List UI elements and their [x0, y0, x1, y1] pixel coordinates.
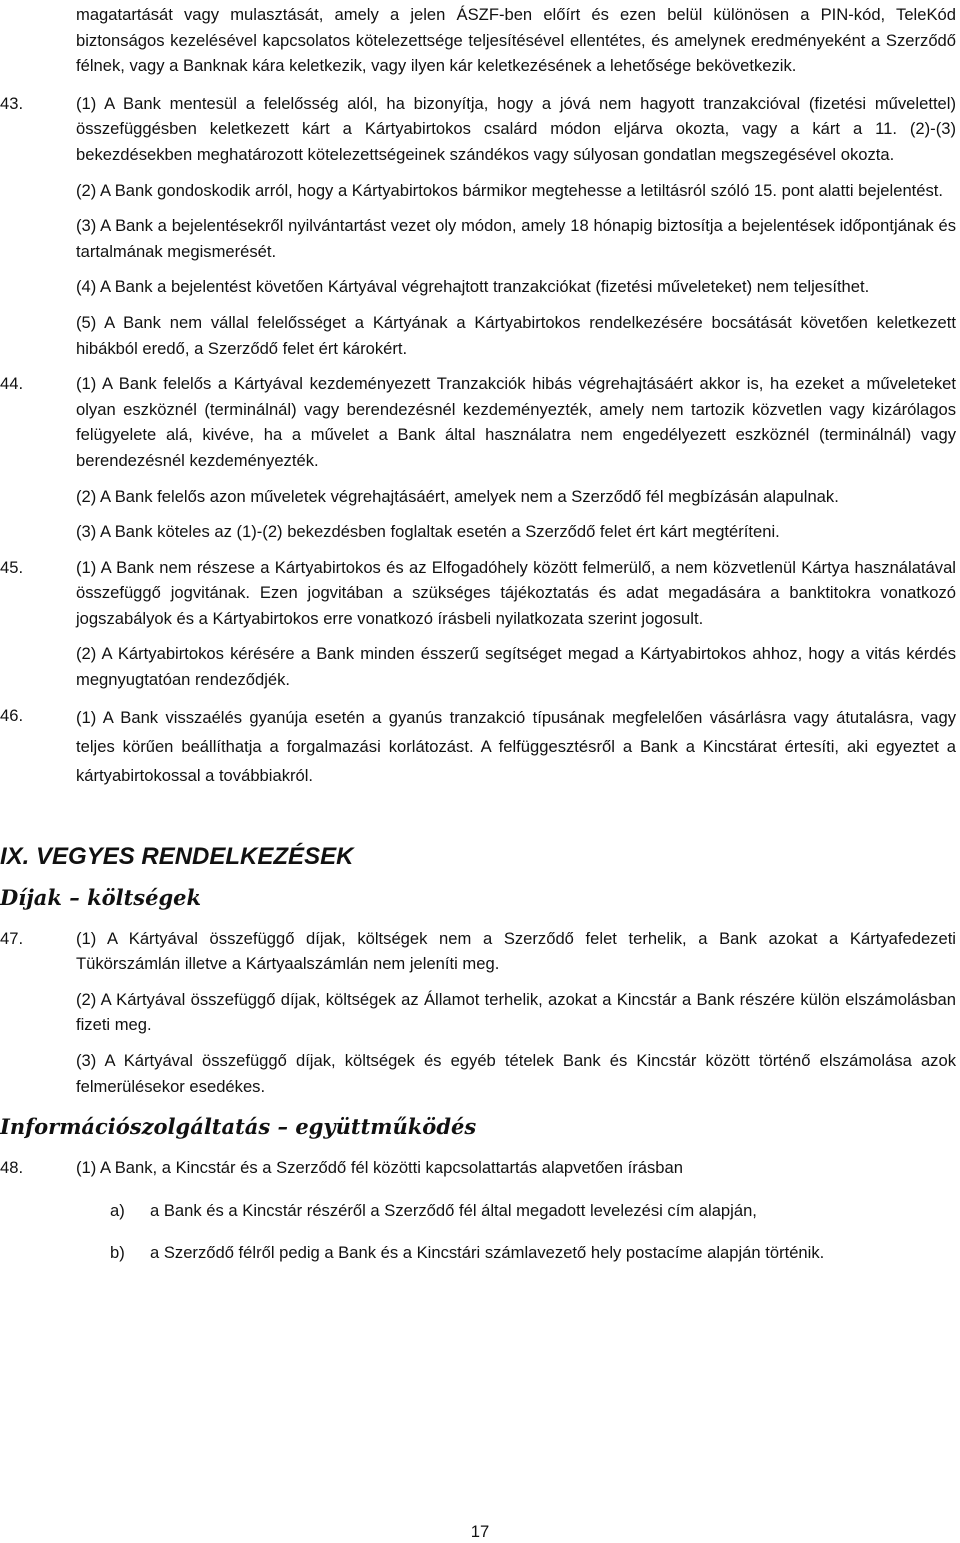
clause-43-para-1: (1) A Bank mentesül a felelősség alól, ha bizonyítja, hogy a jóvá nem hagyott tranzakcióval (fizetési művelettel) összefüggésben keletkezett kárt a Kártyabirtokos csalárd módon eljárva okozta, vagy a kárt a 11. (2)-(3) bekezdésekben meghatározott kötelezettségeinek szándékos vagy súlyosan gondatlan megszegésével okozta.	[76, 93, 956, 164]
clause-47-para-1: (1) A Kártyával összefüggő díjak, költségek nem a Szerződő felet terhelik, a Bank azokat a Kártyafedezeti Tükörszámlán illetve a Kártyaalszámlán nem jeleníti meg.	[76, 928, 956, 974]
clause-47-para-3: (3) A Kártyával összefüggő díjak, költségek és egyéb tételek Bank és Kincstár között történő elszámolása azok felmerülésekor esedékes.	[76, 1051, 956, 1096]
clause-44-para-3: (3) A Bank köteles az (1)-(2) bekezdésben foglaltak esetén a Szerződő felet ért kárt megtéríteni.	[76, 522, 780, 542]
clause-45	[0, 555, 960, 632]
clause-number: 44.	[0, 374, 24, 394]
clause-46-para-1: (1) A Bank visszaélés gyanúja esetén a gyanús tranzakció típusának megfelelően vásárlásra vagy átutalásra, vagy teljes körűen beállíthatja a forgalmazási korlátozást. A felfüggesztésről a Bank a Kincstárat értesíti, aki egyeztet a kártyabirtokossal a továbbiakról.	[76, 707, 956, 785]
clause-number: 45.	[0, 557, 24, 577]
clause-45-para-1: (1) A Bank nem részese a Kártyabirtokos és az Elfogadóhely között felmerülő, a nem közvetlenül Kártya használatával összefüggő jogvitának. Ezen jogvitában a szükséges tájékoztatás és adat megadására a banktitokra vonatkozó jogszabályok és a Kártyabirtokos erre vonatkozó írásbeli nyilatkozata szerint jogosult.	[76, 557, 956, 628]
clause-47-para-2: (2) A Kártyával összefüggő díjak, költségek az Államot terhelik, azokat a Kincstár a Bank részére külön elszámolásban fizeti meg.	[76, 989, 956, 1035]
clause-number: 48.	[0, 1158, 24, 1178]
clause-number: 43.	[0, 93, 24, 113]
clause-44	[0, 371, 960, 473]
clause-47	[0, 926, 960, 977]
list-marker: b)	[110, 1243, 125, 1263]
clause-46	[0, 703, 960, 790]
page-number: 17	[470, 1522, 490, 1541]
clause-43-para-2: (2) A Bank gondoskodik arról, hogy a Kártyabirtokos bármikor megtehesse a letiltásról szóló 15. pont alatti bejelentést.	[76, 180, 944, 200]
clause-45-para-2: (2) A Kártyabirtokos kérésére a Bank minden ésszerű segítséget megad a Kártyabirtokos ahhoz, hogy a vitás kérdés megnyugtatóan rendeződjék.	[76, 644, 956, 690]
clause-43	[0, 91, 960, 168]
list-marker: a)	[110, 1200, 125, 1220]
clause-number: 47.	[0, 928, 24, 948]
section-title: IX. VEGYES RENDELKEZÉSEK	[0, 842, 354, 870]
list-item-text: a Bank és a Kincstár részéről a Szerződő fél által megadott levelezési cím alapján,	[150, 1200, 757, 1220]
clause-48	[0, 1155, 960, 1181]
subsection-title-information: Információszolgáltatás – együttműködés	[0, 1114, 477, 1140]
clause-48-para-1: (1) A Bank, a Kincstár és a Szerződő fél közötti kapcsolattartás alapvetően írásban	[76, 1158, 683, 1178]
clause-43-para-4: (4) A Bank a bejelentést követően Kártyával végrehajtott tranzakciókat (fizetési műveleteket) nem teljesíthet.	[76, 277, 870, 297]
clause-43-para-3: (3) A Bank a bejelentésekről nyilvántartást vezet oly módon, amely 18 hónapig biztosítja a bejelentések időpontjának és tartalmának megismerését.	[76, 216, 956, 261]
intro-paragraph: magatartását vagy mulasztását, amely a jelen ÁSZF-ben előírt és ezen belül különösen a PIN-kód, TeleKód biztonságos kezelésével kapcsolatos kötelezettsége teljesítésével ellentétes, és amelynek eredményeként a Szerződő félnek, vagy a Banknak kára keletkezik, vagy ilyen kár keletkezésének a lehetősége bekövetkezik.	[76, 5, 956, 76]
clause-number: 46.	[0, 705, 24, 725]
clause-43-para-5: (5) A Bank nem vállal felelősséget a Kártyának a Kártyabirtokos rendelkezésére bocsátását követően keletkezett hibákból eredő, a Szerződő felet ért károkért.	[76, 312, 956, 358]
clause-48-item-b	[110, 1240, 956, 1266]
clause-44-para-2: (2) A Bank felelős azon műveletek végrehajtásáért, amelyek nem a Szerződő fél megbízásán alapulnak.	[76, 486, 839, 506]
subsection-title-fees: Díjak – költségek	[0, 884, 202, 910]
clause-44-para-1: (1) A Bank felelős a Kártyával kezdeményezett Tranzakciók hibás végrehajtásáért akkor is, ha ezeket a műveleteket olyan eszköznél (terminálnál) vagy berendezésnél kezdeményezték, amely nem tartozik közvetlen vagy kizárólagos felügyelete alá, kivéve, ha a művelet a Bank által használatra nem engedélyezett eszköznél (terminálnál) vagy berendezésnél kezdeményezték.	[76, 374, 956, 470]
clause-48-item-a	[110, 1198, 956, 1224]
list-item-text: a Szerződő félről pedig a Bank és a Kincstári számlavezető hely postacíme alapján történik.	[150, 1243, 825, 1263]
